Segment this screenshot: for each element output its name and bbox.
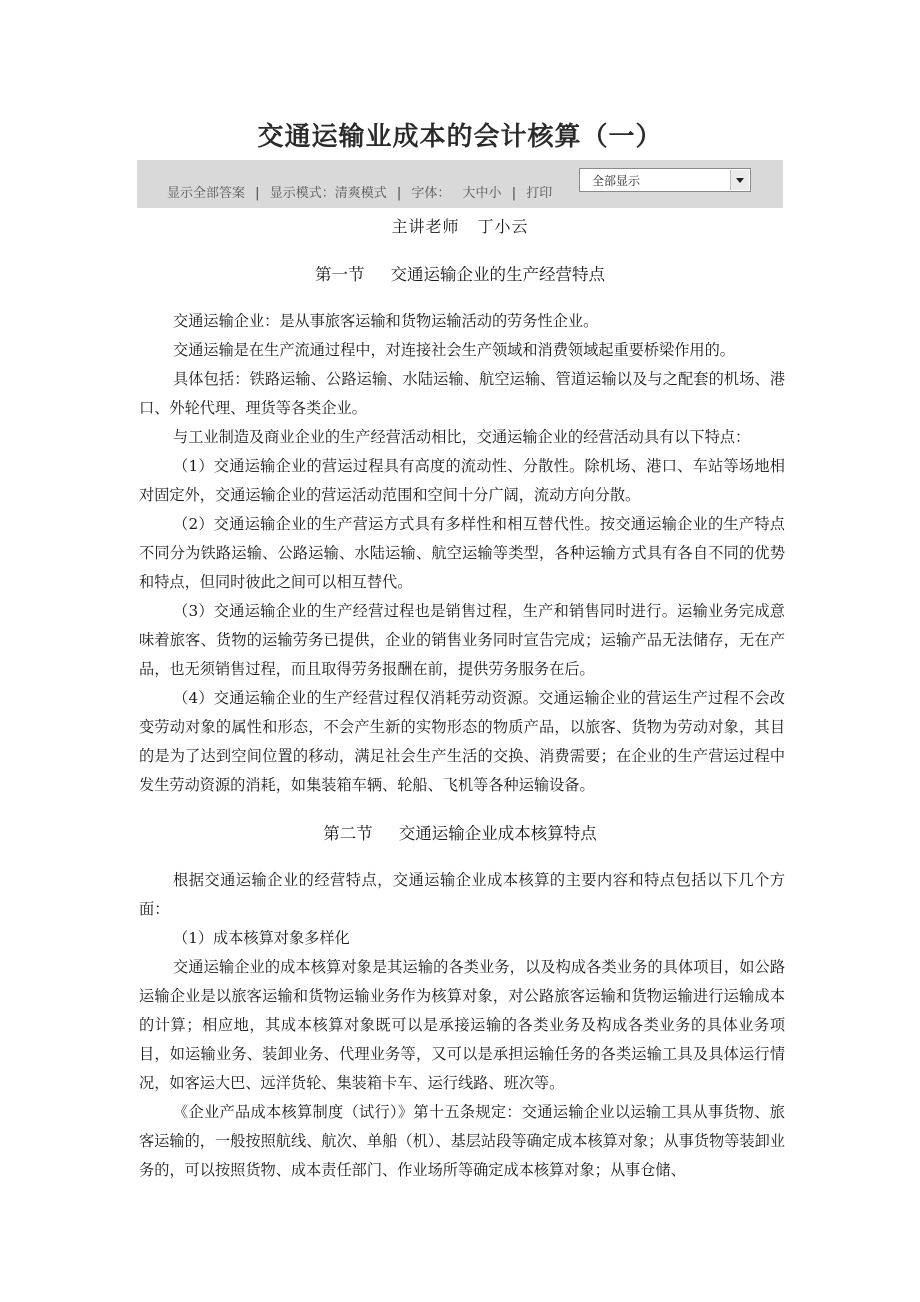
display-mode-link[interactable]: 清爽模式 bbox=[334, 186, 387, 201]
display-toolbar bbox=[137, 160, 783, 208]
toolbar-separator: | bbox=[255, 186, 260, 201]
paragraph: （4）交通运输企业的生产经营过程仅消耗劳动资源。交通运输企业的营运生产过程不会改变劳动对象的属性和形态，不会产生新的实物形态的物质产品，以旅客、货物为劳动对象，其目的是为了达到空间位置的移动，满足社会生产生活的交换、消费需要；在企业的生产营运过程中发生劳动资源的消耗，如集装箱车辆、轮船、飞机等各种运输设备。 bbox=[139, 689, 785, 794]
font-label: 字体： bbox=[411, 186, 451, 201]
toolbar-separator: | bbox=[511, 186, 517, 201]
section-2-body bbox=[139, 866, 785, 1185]
section-title: 交通运输企业的生产经营特点 bbox=[390, 265, 605, 284]
chevron-down-icon[interactable] bbox=[730, 170, 749, 190]
paragraph: （1）交通运输企业的营运过程具有高度的流动性、分散性。除机场、港口、车站等场地相对固定外，交通运输企业的营运活动范围和空间十分广阔，流动方向分散。 bbox=[139, 457, 785, 504]
section-title: 交通运输企业成本核算特点 bbox=[398, 824, 597, 843]
display-mode-label: 显示模式： bbox=[269, 186, 335, 201]
section-1-body bbox=[139, 307, 785, 800]
paragraph: 交通运输企业的成本核算对象是其运输的各类业务，以及构成各类业务的具体项目，如公路运输企业是以旅客运输和货物运输业务作为核算对象，对公路旅客运输和货物运输进行运输成本的计算；相应地，其成本核算对象既可以是承接运输的各类业务及构成各类业务的具体业务项目，如运输业务、装卸业务、代理业务等，又可以是承担运输任务的各类运输工具及具体运行情况，如客运大巴、远洋货轮、集装箱卡车、运行线路、班次等。 bbox=[139, 958, 785, 1092]
paragraph: 与工业制造及商业企业的生产经营活动相比，交通运输企业的经营活动具有以下特点： bbox=[173, 428, 751, 446]
print-link[interactable]: 打印 bbox=[526, 186, 553, 201]
paragraph: 交通运输是在生产流通过程中，对连接社会生产领域和消费领域起重要桥梁作用的。 bbox=[173, 341, 735, 359]
paragraph: （1）成本核算对象多样化 bbox=[173, 929, 350, 947]
paragraph: （3）交通运输企业的生产经营过程也是销售过程，生产和销售同时进行。运输业务完成意味着旅客、货物的运输劳务已提供，企业的销售业务同时宣告完成；运输产品无法储存，无在产品，也无须销售过程，而且取得劳务报酬在前，提供劳务服务在后。 bbox=[139, 602, 785, 678]
section-heading-1 bbox=[0, 261, 920, 285]
paragraph: 具体包括：铁路运输、公路运输、水陆运输、航空运输、管道运输以及与之配套的机场、港口、外轮代理、理货等各类企业。 bbox=[139, 370, 785, 417]
teacher-name: 丁小云 bbox=[477, 217, 529, 236]
page-title: 交通运输业成本的会计核算（一） bbox=[257, 122, 663, 152]
section-heading-2 bbox=[0, 820, 920, 844]
paragraph: 交通运输企业：是从事旅客运输和货物运输活动的劳务性企业。 bbox=[173, 312, 599, 330]
font-size-links[interactable]: 大中小 bbox=[462, 186, 502, 201]
toolbar-links bbox=[167, 182, 552, 201]
section-number: 第一节 bbox=[315, 265, 365, 284]
teacher-line bbox=[0, 214, 920, 237]
display-filter-select[interactable] bbox=[579, 168, 751, 192]
toolbar-separator: | bbox=[396, 186, 402, 201]
paragraph: （2）交通运输企业的生产营运方式具有多样性和相互替代性。按交通运输企业的生产特点不同分为铁路运输、公路运输、水陆运输、航空运输等类型，各种运输方式具有各自不同的优势和特点，但同时彼此之间可以相互替代。 bbox=[139, 515, 785, 591]
show-all-answers-link[interactable]: 显示全部答案 bbox=[167, 186, 246, 201]
select-value: 全部显示 bbox=[592, 174, 641, 188]
section-number: 第二节 bbox=[323, 824, 373, 843]
paragraph: 根据交通运输企业的经营特点，交通运输企业成本核算的主要内容和特点包括以下几个方面： bbox=[139, 871, 785, 918]
teacher-label: 主讲老师 bbox=[391, 217, 460, 236]
paragraph: 《企业产品成本核算制度（试行）》第十五条规定：交通运输企业以运输工具从事货物、旅客运输的，一般按照航线、航次、单船（机）、基层站段等确定成本核算对象；从事货物等装卸业务的，可以按照货物、成本责任部门、作业场所等确定成本核算对象；从事仓储、 bbox=[139, 1103, 785, 1179]
